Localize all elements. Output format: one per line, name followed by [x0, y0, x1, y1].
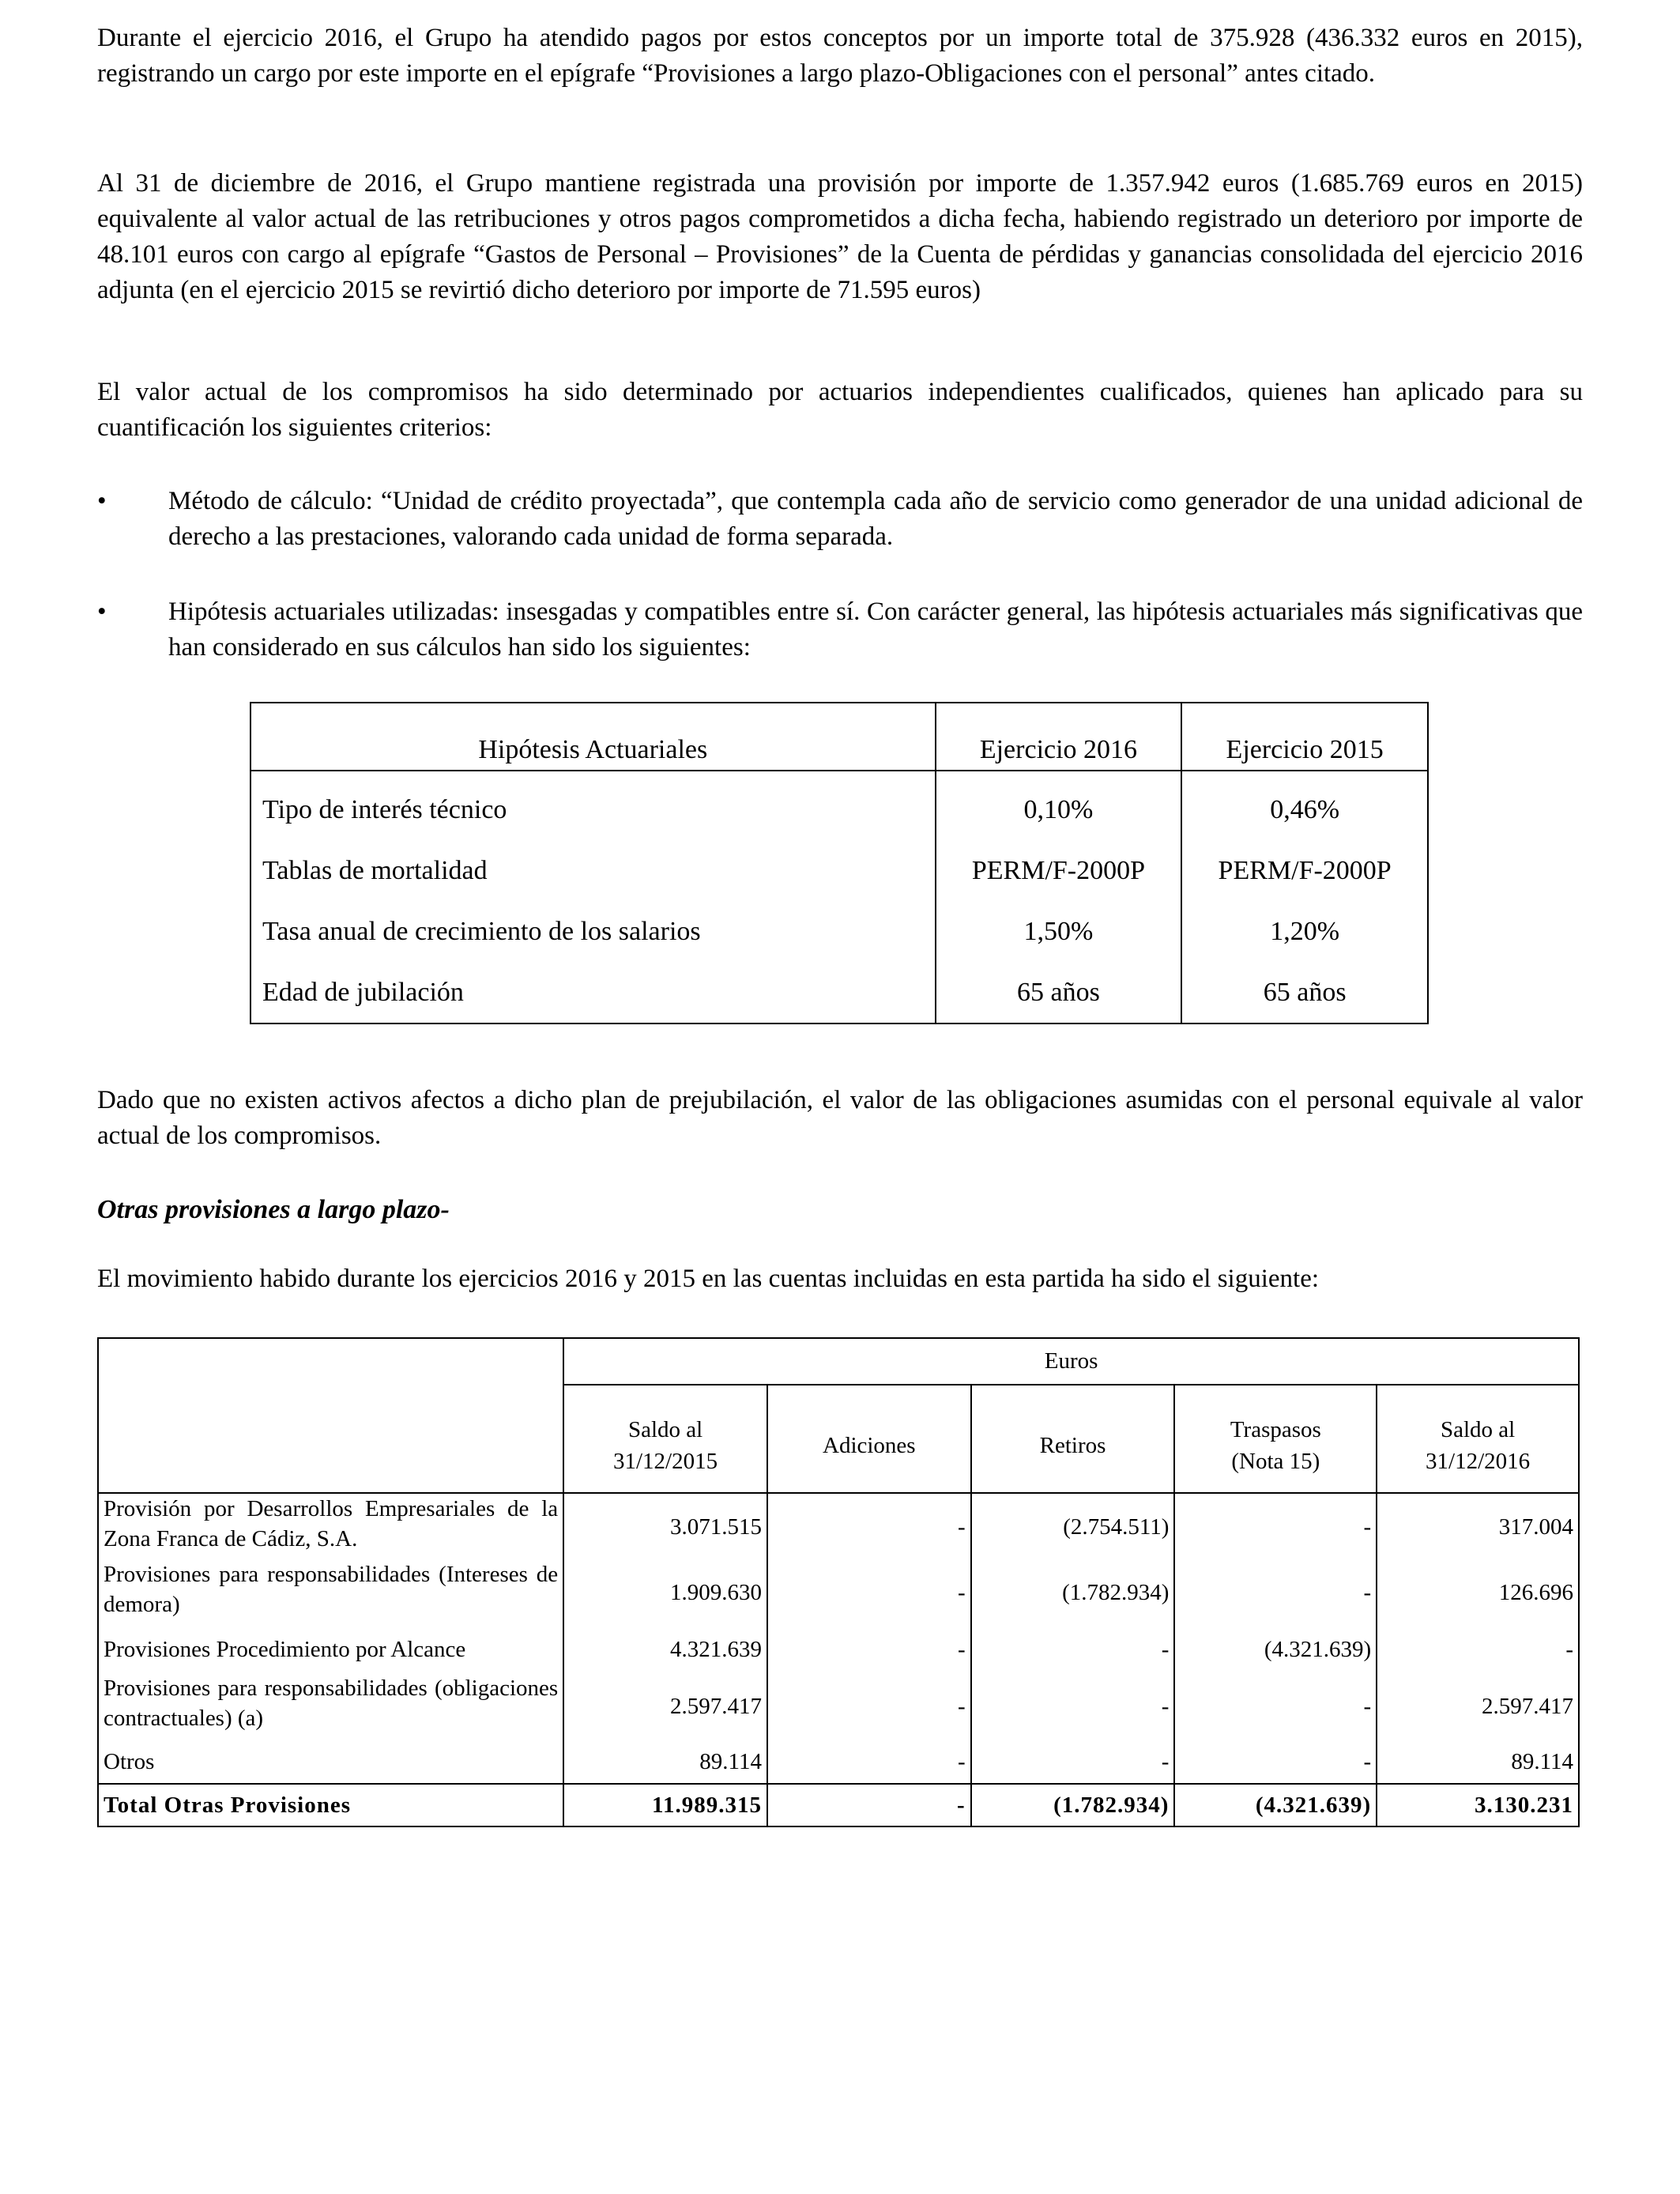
- table-cell: -: [1174, 1559, 1377, 1626]
- table-cell: -: [971, 1673, 1175, 1740]
- table-row: [98, 1673, 1579, 1740]
- table-cell: 2.597.417: [563, 1673, 767, 1740]
- column-header: Traspasos (Nota 15): [1174, 1385, 1377, 1493]
- row-label: Provisiones para responsabilidades (obligaciones contractuales) (a): [98, 1673, 563, 1740]
- total-label: Total Otras Provisiones: [98, 1784, 563, 1826]
- column-header: Hipótesis Actuariales: [250, 703, 936, 771]
- empty-header-cell: [98, 1338, 563, 1493]
- paragraph-actuaries: El valor actual de los compromisos ha sido determinado por actuarios independientes cualificados, quienes han aplicado para su cuantificación los siguientes criterios:: [97, 378, 1583, 442]
- row-label: Tasa anual de crecimiento de los salarios: [250, 901, 936, 962]
- column-header: Retiros: [971, 1385, 1175, 1493]
- column-header: Saldo al 31/12/2016: [1377, 1385, 1579, 1493]
- table-cell: 3.071.515: [563, 1493, 767, 1559]
- table-row: [98, 1493, 1579, 1559]
- table-cell: 65 años: [936, 962, 1182, 1023]
- table-row: [250, 901, 1428, 962]
- total-row: [98, 1784, 1579, 1826]
- total-cell: 11.989.315: [563, 1784, 767, 1826]
- paragraph-no-assets: Dado que no existen activos afectos a dicho plan de prejubilación, el valor de las obligaciones asumidas con el personal equivale al valor actual de los compromisos.: [97, 1086, 1583, 1150]
- bullet-icon: •: [97, 487, 107, 515]
- total-cell: 3.130.231: [1377, 1784, 1579, 1826]
- table-cell: -: [971, 1626, 1175, 1673]
- table-cell: 0,46%: [1181, 771, 1428, 840]
- row-label: Edad de jubilación: [250, 962, 936, 1023]
- table-cell: (1.782.934): [971, 1559, 1175, 1626]
- table-row: [250, 962, 1428, 1023]
- table-cell: -: [767, 1493, 971, 1559]
- actuarial-hypotheses-table: [250, 702, 1429, 1024]
- table-cell: 89.114: [563, 1740, 767, 1784]
- table-cell: (2.754.511): [971, 1493, 1175, 1559]
- table-cell: 4.321.639: [563, 1626, 767, 1673]
- table-cell: 1,50%: [936, 901, 1182, 962]
- column-header: Adiciones: [767, 1385, 971, 1493]
- table-cell: 126.696: [1377, 1559, 1579, 1626]
- row-label: Provisiones Procedimiento por Alcance: [98, 1626, 563, 1673]
- table-cell: 89.114: [1377, 1740, 1579, 1784]
- table-row: [98, 1559, 1579, 1626]
- table-cell: -: [767, 1626, 971, 1673]
- table-cell: -: [971, 1740, 1175, 1784]
- total-cell: (4.321.639): [1174, 1784, 1377, 1826]
- column-header: Ejercicio 2015: [1181, 703, 1428, 771]
- table-cell: PERM/F-2000P: [1181, 840, 1428, 901]
- table-cell: -: [767, 1559, 971, 1626]
- column-header: Ejercicio 2016: [936, 703, 1182, 771]
- table-row: [98, 1740, 1579, 1784]
- table-cell: (4.321.639): [1174, 1626, 1377, 1673]
- row-label: Tablas de mortalidad: [250, 840, 936, 901]
- row-label: Provisiones para responsabilidades (Intereses de demora): [98, 1559, 563, 1626]
- column-header: Saldo al 31/12/2015: [563, 1385, 767, 1493]
- paragraph-movement: El movimiento habido durante los ejercicios 2016 y 2015 en las cuentas incluidas en esta partida ha sido el siguiente:: [97, 1265, 1320, 1293]
- total-cell: (1.782.934): [971, 1784, 1175, 1826]
- table-row: [250, 771, 1428, 840]
- currency-group-header: Euros: [563, 1338, 1579, 1385]
- table-cell: -: [1174, 1493, 1377, 1559]
- row-label: Otros: [98, 1740, 563, 1784]
- table-cell: 65 años: [1181, 962, 1428, 1023]
- total-cell: -: [767, 1784, 971, 1826]
- row-label: Provisión por Desarrollos Empresariales de la Zona Franca de Cádiz, S.A.: [98, 1493, 563, 1559]
- table-header-row: [250, 703, 1428, 771]
- bullet-text: Método de cálculo: “Unidad de crédito proyectada”, que contempla cada año de servicio como generador de una unidad adicional de derecho a las prestaciones, valorando cada unidad de forma separada.: [168, 487, 1583, 551]
- paragraph-payments: Durante el ejercicio 2016, el Grupo ha atendido pagos por estos conceptos por un importe total de 375.928 (436.332 euros en 2015), registrando un cargo por este importe en el epígrafe “Provisiones a largo plazo-Obligaciones con el personal” antes citado.: [97, 24, 1583, 88]
- other-provisions-table: [97, 1337, 1580, 1827]
- table-cell: 1.909.630: [563, 1559, 767, 1626]
- table-cell: -: [767, 1740, 971, 1784]
- table-row: [98, 1626, 1579, 1673]
- table-cell: 317.004: [1377, 1493, 1579, 1559]
- row-label: Tipo de interés técnico: [250, 771, 936, 840]
- table-cell: PERM/F-2000P: [936, 840, 1182, 901]
- table-cell: 2.597.417: [1377, 1673, 1579, 1740]
- table-row: [250, 840, 1428, 901]
- section-heading: Otras provisiones a largo plazo-: [97, 1195, 450, 1224]
- table-cell: 0,10%: [936, 771, 1182, 840]
- bullet-text: Hipótesis actuariales utilizadas: insesgadas y compatibles entre sí. Con carácter general, las hipótesis actuariales más significativas que han considerado en sus cálculos han sido los siguientes:: [168, 598, 1583, 662]
- table-header-row: [98, 1338, 1579, 1385]
- table-cell: -: [1174, 1673, 1377, 1740]
- table-cell: -: [1377, 1626, 1579, 1673]
- table-cell: 1,20%: [1181, 901, 1428, 962]
- table-cell: -: [767, 1673, 971, 1740]
- bullet-icon: •: [97, 598, 107, 626]
- table-cell: -: [1174, 1740, 1377, 1784]
- paragraph-provision-balance: Al 31 de diciembre de 2016, el Grupo mantiene registrada una provisión por importe de 1.357.942 euros (1.685.769 euros en 2015) equivalente al valor actual de las retribuciones y otros pagos comprometidos a dicha fecha, habiendo registrado un deterioro por importe de 48.101 euros con cargo al epígrafe “Gastos de Personal – Provisiones” de la Cuenta de pérdidas y ganancias consolidada del ejercicio 2016 adjunta (en el ejercicio 2015 se revirtió dicho deterioro por importe de 71.595 euros): [97, 169, 1583, 304]
